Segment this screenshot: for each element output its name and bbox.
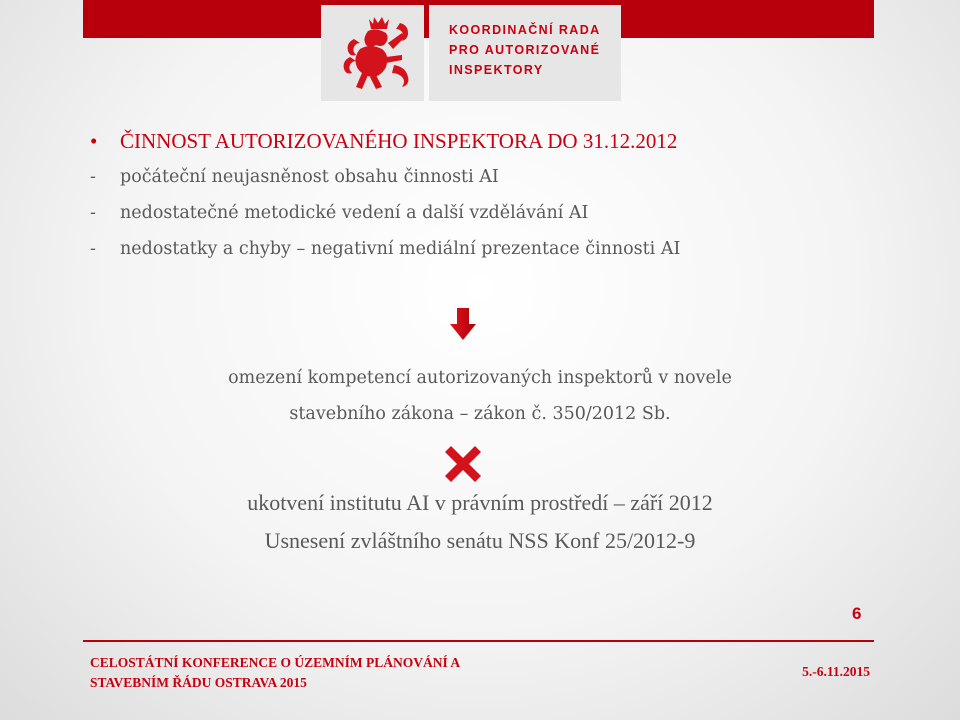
footer-conference-line: CELOSTÁTNÍ KONFERENCE O ÚZEMNÍM PLÁNOVÁNÍ A (90, 655, 461, 670)
cross-icon (443, 446, 483, 487)
heraldic-lion-icon (321, 5, 424, 101)
list-item (90, 238, 890, 274)
logo-line: PRO AUTORIZOVANÉ (449, 43, 601, 57)
dash-marker: - (90, 239, 96, 259)
result-line: Usnesení zvláštního senátu NSS Konf 25/2012-9 (264, 528, 696, 553)
list-item (90, 202, 890, 238)
logo-line: INSPEKTORY (449, 63, 544, 77)
slide-heading (90, 130, 890, 166)
footer-conference (90, 653, 460, 693)
result-line: ukotvení institutu AI v právním prostředí – září 2012 (247, 490, 713, 515)
organization-logo (321, 5, 621, 101)
slide-content (90, 130, 890, 274)
arrow-down-icon (450, 308, 476, 345)
heading-text: ČINNOST AUTORIZOVANÉHO INSPEKTORA DO 31.12.2012 (120, 129, 678, 153)
list-item-text: počáteční neujasněnost obsahu činnosti AI (120, 167, 499, 187)
list-item-text: nedostatky a chyby – negativní mediální prezentace činnosti AI (120, 239, 681, 259)
bullet-marker: • (90, 129, 98, 153)
logo-text (429, 5, 621, 101)
footer-divider (83, 640, 874, 642)
dash-marker: - (90, 167, 96, 187)
list-item (90, 166, 890, 202)
footer-date: 5.-6.11.2015 (802, 664, 870, 679)
page-number: 6 (852, 604, 862, 623)
consequence-line: omezení kompetencí autorizovaných inspektorů v novele (228, 368, 732, 388)
consequence-line: stavebního zákona – zákon č. 350/2012 Sb. (289, 404, 671, 424)
logo-line: KOORDINAČNÍ RADA (449, 23, 601, 37)
list-item-text: nedostatečné metodické vedení a další vzdělávání AI (120, 203, 589, 223)
footer-conference-line: STAVEBNÍM ŘÁDU OSTRAVA 2015 (90, 675, 307, 690)
dash-marker: - (90, 203, 96, 223)
